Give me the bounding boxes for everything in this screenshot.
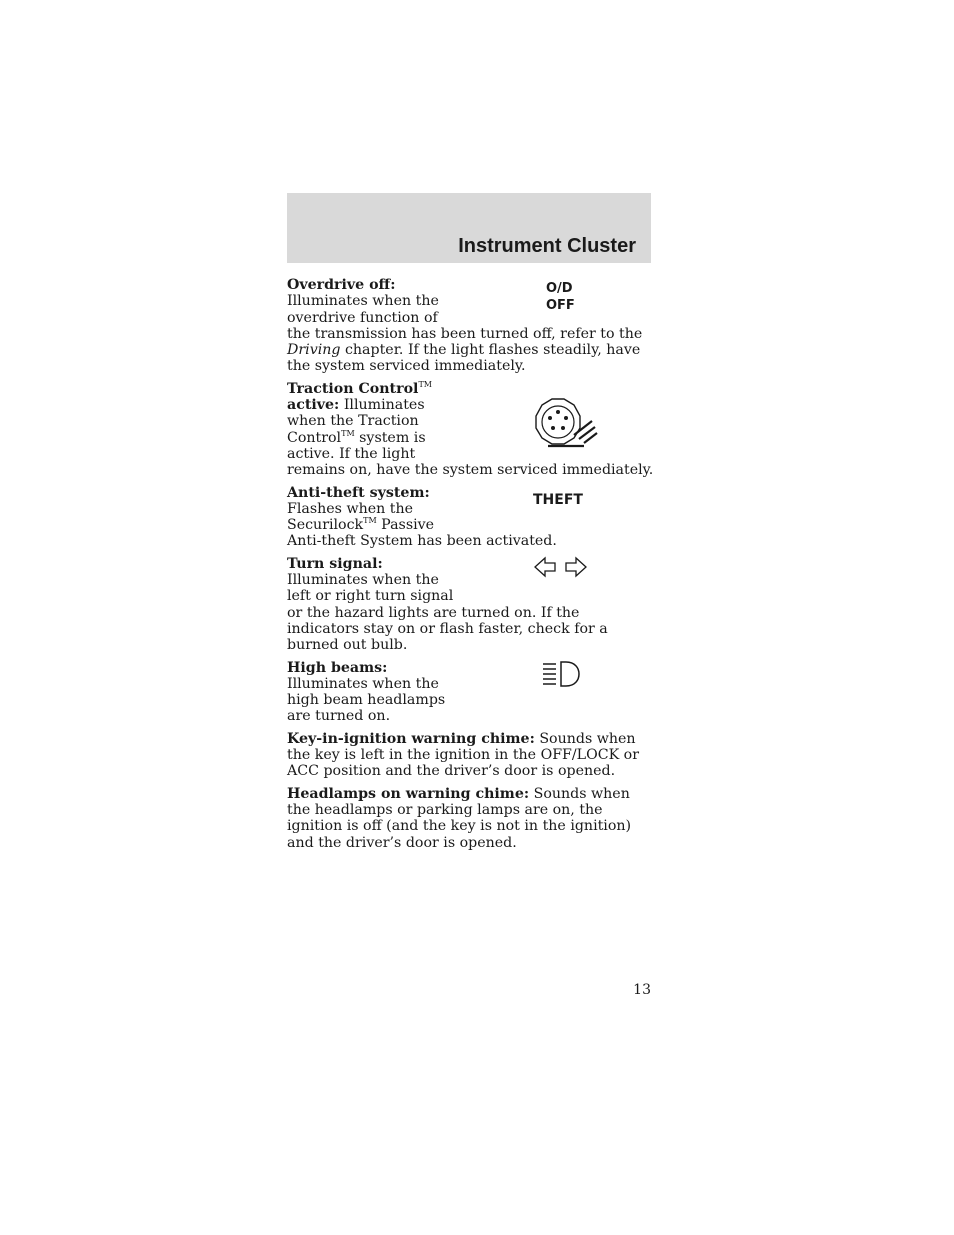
traction-text-1: Illuminates	[343, 397, 425, 414]
high-beam-icon	[542, 661, 582, 687]
theft-line-2b: Passive	[376, 517, 435, 534]
entry-headlamp-chime	[287, 786, 651, 851]
theft-line-1: Flashes when the	[287, 500, 414, 517]
driving-chapter-ref: Driving	[287, 342, 341, 359]
highbeam-line-1: Illuminates when the	[287, 675, 439, 692]
overdrive-rest: the transmission has been turned off, refer to the Driving chapter. If the light flashes steadily, have the system serviced immediately.	[287, 325, 643, 375]
traction-line-3a: Control	[287, 429, 342, 446]
entry-overdrive-off	[287, 277, 651, 375]
traction-title: Traction Control	[287, 380, 419, 397]
entry-key-chime	[287, 731, 651, 780]
turn-signal-icon	[534, 556, 588, 578]
entry-turn-signal	[287, 556, 651, 654]
traction-line-3b: system is	[354, 429, 426, 446]
content	[287, 277, 654, 857]
header-band	[287, 193, 651, 263]
overdrive-title: Overdrive off:	[287, 277, 396, 293]
right-arrow-icon	[566, 558, 586, 576]
traction-control-icon	[532, 395, 604, 453]
entry-high-beams	[287, 660, 651, 725]
theft-icon: THEFT	[533, 491, 583, 508]
entry-traction-control	[287, 379, 654, 479]
headlamp-chime-text: Sounds when the headlamps or parking lamps are on, the ignition is off (and the key is not in the ignition) and the driver’s door is opened.	[287, 785, 632, 851]
theft-rest: Anti-theft System has been activated.	[287, 533, 557, 550]
turn-line-2: left or right turn signal	[287, 588, 454, 605]
traction-title-2: active:	[287, 397, 340, 414]
highbeam-title: High beams:	[287, 659, 388, 676]
turn-rest: or the hazard lights are turned on. If the indicators stay on or flash faster, check for a burned out bulb.	[287, 604, 608, 654]
theft-title: Anti-theft system:	[287, 484, 430, 501]
entry-anti-theft	[287, 485, 651, 550]
turn-line-1: Illuminates when the	[287, 572, 439, 589]
key-chime-title: Key-in-ignition warning chime:	[287, 730, 535, 747]
highbeam-line-3: are turned on.	[287, 708, 391, 725]
left-arrow-icon	[535, 558, 555, 576]
turn-title: Turn signal:	[287, 555, 383, 572]
traction-line-4: active. If the light	[287, 445, 416, 462]
key-chime-text: Sounds when the key is left in the ignition in the OFF/LOCK or ACC position and the driver’s door is opened.	[287, 730, 640, 780]
page-title: Instrument Cluster	[458, 235, 636, 257]
trademark-mark: TM	[363, 516, 377, 526]
overdrive-off-icon	[546, 282, 596, 314]
theft-line-2a: Securilock	[287, 517, 364, 534]
overdrive-line-2: overdrive function of	[287, 309, 438, 326]
traction-rest: remains on, have the system serviced immediately.	[287, 462, 654, 479]
overdrive-icon-line-2: OFF	[546, 298, 575, 313]
overdrive-line-1: Illuminates when the	[287, 293, 439, 310]
page-number: 13	[633, 982, 651, 998]
traction-line-2: when the Traction	[287, 413, 419, 430]
trademark-mark: TM	[418, 379, 432, 389]
highbeam-line-2: high beam headlamps	[287, 692, 446, 709]
overdrive-icon-line-1: O/D	[546, 281, 573, 296]
trademark-mark: TM	[341, 428, 355, 438]
headlamp-chime-title: Headlamps on warning chime:	[287, 785, 530, 802]
